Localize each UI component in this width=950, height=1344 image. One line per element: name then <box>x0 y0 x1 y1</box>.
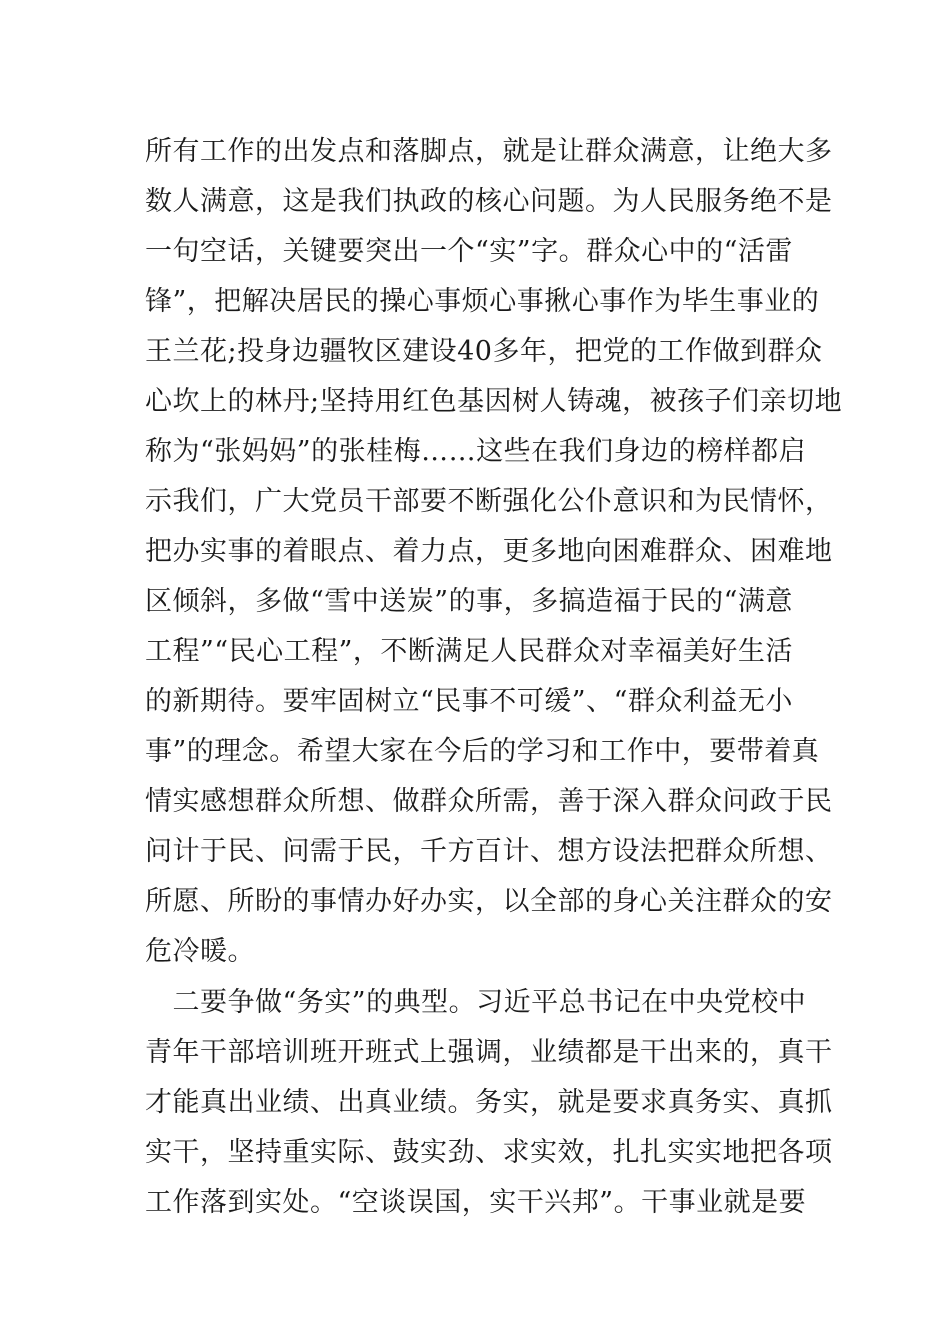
text-line: 数人满意，这是我们执政的核心问题。为人民服务绝不是 <box>145 186 833 217</box>
text-line: 心坎上的林丹;坚持用红色基因树人铸魂，被孩子们亲切地 <box>145 386 843 417</box>
text-line: 所愿、所盼的事情办好办实，以全部的身心关注群众的安 <box>145 886 833 917</box>
text-line: 实干，坚持重实际、鼓实劲、求实效，扎扎实实地把各项 <box>145 1137 833 1168</box>
text-line: 问计于民、问需于民，千方百计、想方设法把群众所想、 <box>145 836 833 867</box>
text-line: 区倾斜，多做“雪中送炭”的事，多搞造福于民的“满意 <box>145 586 793 617</box>
text-line: 二要争做“务实”的典型。习近平总书记在中央党校中 <box>145 987 807 1018</box>
text-line: 工作落到实处。“空谈误国，实干兴邦”。干事业就是要 <box>145 1187 807 1218</box>
paragraph-2 <box>145 978 833 1228</box>
text-line: 锋”，把解决居民的操心事烦心事揪心事作为毕生事业的 <box>145 286 820 317</box>
text-line: 情实感想群众所想、做群众所需，善于深入群众问政于民 <box>145 786 833 817</box>
text-line: 才能真出业绩、出真业绩。务实，就是要求真务实、真抓 <box>145 1087 833 1118</box>
text-line: 事”的理念。希望大家在今后的学习和工作中，要带着真 <box>145 736 820 767</box>
text-line: 把办实事的着眼点、着力点，更多地向困难群众、困难地 <box>145 536 833 567</box>
text-line: 的新期待。要牢固树立“民事不可缓”、“群众利益无小 <box>145 686 793 717</box>
text-line: 工程”“民心工程”，不断满足人民群众对幸福美好生活 <box>145 636 793 667</box>
text-line: 危冷暖。 <box>145 936 255 967</box>
text-line: 青年干部培训班开班式上强调，业绩都是干出来的，真干 <box>145 1037 833 1068</box>
text-line: 所有工作的出发点和落脚点，就是让群众满意，让绝大多 <box>145 136 833 167</box>
paragraph-1 <box>145 127 843 977</box>
text-line: 称为“张妈妈”的张桂梅……这些在我们身边的榜样都启 <box>145 436 807 467</box>
text-line: 一句空话，关键要突出一个“实”字。群众心中的“活雷 <box>145 236 793 267</box>
text-line: 示我们，广大党员干部要不断强化公仆意识和为民情怀， <box>145 486 833 517</box>
text-line: 王兰花;投身边疆牧区建设40多年，把党的工作做到群众 <box>145 336 823 367</box>
